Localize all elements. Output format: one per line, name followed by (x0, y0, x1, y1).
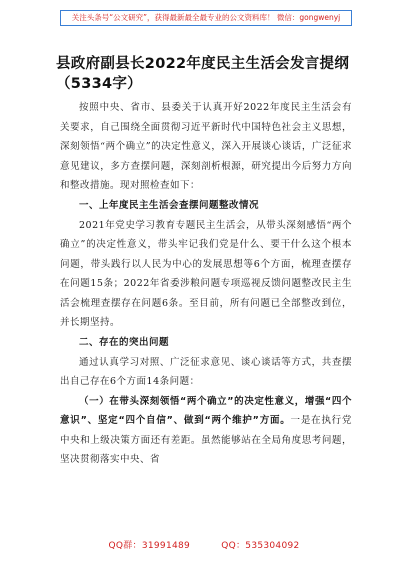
page-title: 县政府副县长2022年度民主生活会发言提纲（5334字） (56, 56, 350, 92)
document-body (60, 98, 352, 470)
contact-footer (0, 538, 408, 551)
section-1-paragraph: 2021年党史学习教育专题民主生活会，从带头深刻感悟“两个确立”的决定性意义，带头牢记我们党是什么、要干什么这个根本问题，带头践行以人民为中心的发展思想等6个方面，梳理查摆存在问题15条；2022年省委涉粮问题专项巡视反馈问题整改民主生活会梳理查摆存在问题6条。至目前，所有问题已全部整改到位，并长期坚持。 (60, 219, 352, 328)
section-heading-1: 一、上年度民主生活会查摆问题整改情况 (79, 199, 260, 211)
promo-banner-text: 关注头条号“公文研究”，获得最新最全最专业的公文资料库！ 微信：gongwenyj (71, 13, 341, 22)
item-1-paragraph (60, 392, 352, 470)
item-1-heading: （一）在带头深刻领悟“两个确立”的决定性意义，增强“四个意识”、坚定“四个自信”、做到“两个维护”方面。 (60, 395, 352, 426)
section-heading-2: 二、存在的突出问题 (79, 336, 170, 348)
item-1-text: 一是在执行党中央和上级决策方面还有差距。虽然能够站在全局角度思考问题，坚决贯彻落实中央、省 (60, 415, 352, 465)
promo-banner (60, 10, 352, 26)
intro-paragraph: 按照中央、省市、县委关于认真开好2022年度民主生活会有关要求，自己围绕全面贯彻习近平新时代中国特色社会主义思想，深刻领悟“两个确立”的决定性意义，深入开展谈心谈话，广泛征求意见建议，多方查摆问题，深刻剖析根源，研究提出今后努力方向和整改措施。现对照检查如下： (60, 102, 352, 191)
qq-number-text: QQ：535304092 (221, 541, 300, 551)
qq-group-text: QQ群：31991489 (108, 541, 191, 551)
section-2-paragraph: 通过认真学习对照、广泛征求意见、谈心谈话等方式，共查摆出自己存在6个方面14条问题： (60, 356, 352, 387)
